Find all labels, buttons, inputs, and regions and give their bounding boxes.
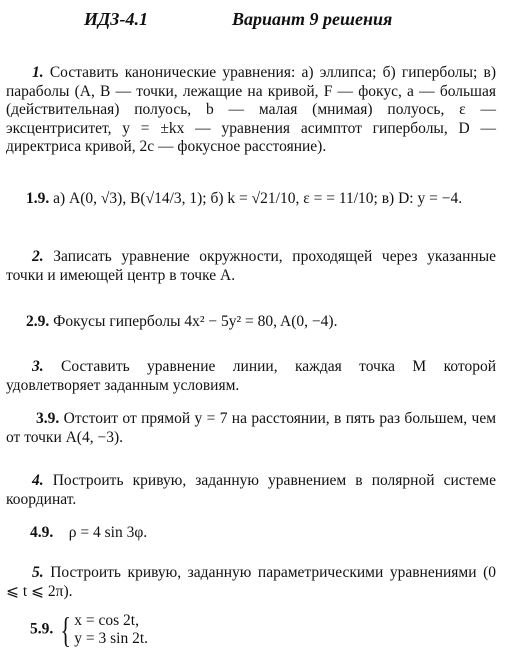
task-1-number: 1. <box>32 64 44 81</box>
task-1-9 <box>6 190 496 209</box>
task-3-9-text: Отстоит от прямой y = 7 на расстоянии, в пять раз большем, чем от точки A(4, −3). <box>6 410 497 446</box>
equation-y: y = 3 sin 2t. <box>74 630 149 647</box>
task-1-9-text: а) A(0, √3), B(√14/3, 1); б) k = √21/10, ε = = 11/10; в) D: y = −4. <box>53 190 463 207</box>
parametric-system <box>74 612 148 648</box>
variant-title: Вариант 9 решения <box>232 9 393 29</box>
task-2-9-text: Фокусы гиперболы 4x² − 5y² = 80, A(0, −4). <box>53 313 338 330</box>
task-3-9-number: 3.9. <box>36 410 60 427</box>
task-5-9 <box>6 612 496 648</box>
document-header <box>0 9 518 35</box>
task-2-number: 2. <box>32 248 44 265</box>
task-2-9-number: 2.9. <box>26 313 50 330</box>
assignment-title: ИДЗ-4.1 <box>84 9 148 29</box>
task-2 <box>6 248 496 285</box>
system-brace: { <box>60 610 71 650</box>
task-5 <box>6 564 496 601</box>
task-3 <box>6 358 496 395</box>
task-5-number: 5. <box>32 564 44 581</box>
task-5-9-number: 5.9. <box>30 620 54 638</box>
task-4 <box>6 472 496 509</box>
task-3-9 <box>6 410 496 447</box>
task-1-9-number: 1.9. <box>26 190 50 207</box>
task-3-number: 3. <box>32 358 44 375</box>
task-2-9 <box>6 313 496 332</box>
task-5-text: Построить кривую, заданную параметрическими уравнениями (0 ⩽ t ⩽ 2π). <box>6 564 497 600</box>
task-4-9-number: 4.9. <box>30 524 54 541</box>
equation-x: x = cos 2t, <box>74 612 139 629</box>
task-1-text: Составить канонические уравнения: а) эллипса; б) гиперболы; в) параболы (A, B — точки, лежащие на кривой, F — фокус, a — большая (действительная) полуось, b — малая (мнимая) полуось, ε — эксцентриситет, y = ±kx — уравнения асимптот гиперболы, D — директриса кривой, 2c — фокусное расстояние). <box>6 64 497 156</box>
task-4-9-text: ρ = 4 sin 3φ. <box>68 524 148 541</box>
task-2-text: Записать уравнение окружности, проходящей через указанные точки и имеющей центр в точке A. <box>6 248 496 284</box>
task-3-text: Составить уравнение линии, каждая точка M которой удовлетворяет заданным условиям. <box>6 358 496 394</box>
task-1 <box>6 64 496 157</box>
task-4-number: 4. <box>32 472 44 489</box>
task-4-9 <box>6 524 496 543</box>
task-4-text: Построить кривую, заданную уравнением в полярной системе координат. <box>6 472 496 508</box>
